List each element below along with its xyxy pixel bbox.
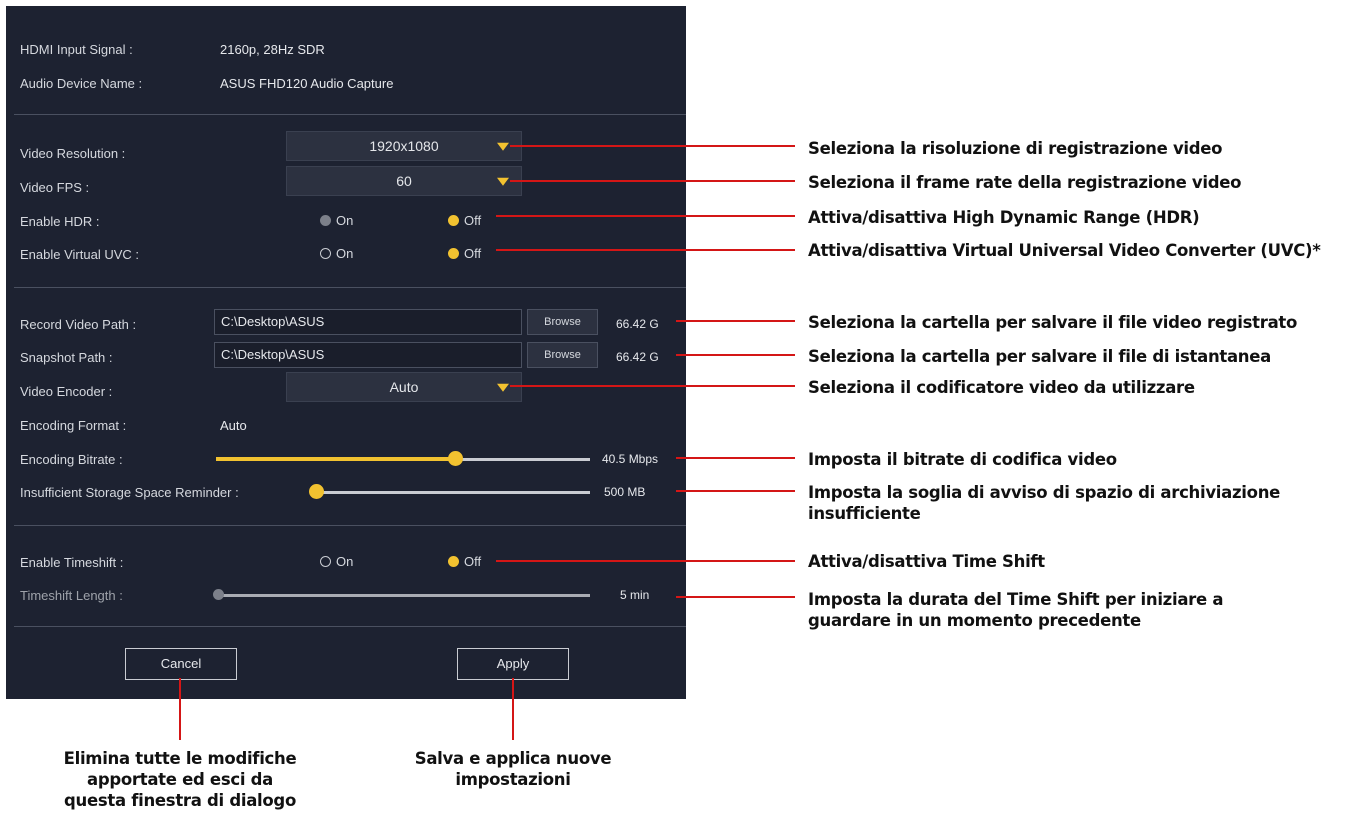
hdr-on-radio[interactable] [320, 213, 353, 228]
annotation-length [808, 589, 1223, 631]
video-encoder-dropdown[interactable] [286, 372, 522, 402]
radio-icon [320, 556, 331, 567]
audio-device-label: Audio Device Name : [20, 76, 143, 91]
callout-line [676, 320, 795, 322]
timeshift-off-label: Off [464, 554, 482, 569]
radio-icon [320, 248, 331, 259]
annotation-reminder-line1: Imposta la soglia di avviso di spazio di archiviazione [808, 483, 1281, 502]
hdr-off-radio[interactable] [448, 213, 481, 228]
uvc-on-label: On [336, 246, 354, 261]
callout-line [496, 560, 795, 562]
storage-reminder-label: Insufficient Storage Space Reminder : [20, 485, 239, 500]
annotation-cancel-line3: questa finestra di dialogo [64, 791, 296, 810]
video-fps-dropdown[interactable] [286, 166, 522, 196]
hdmi-input-label: HDMI Input Signal : [20, 42, 133, 57]
chevron-down-icon [497, 384, 509, 392]
callout-line [676, 490, 795, 492]
timeshift-length-slider-handle[interactable] [213, 589, 224, 600]
annotation-apply-line1: Salva e applica nuove [414, 749, 612, 768]
callout-line [512, 678, 514, 740]
uvc-on-radio[interactable] [320, 246, 353, 261]
bitrate-value: 40.5 Mbps [602, 452, 659, 466]
annotation-apply [388, 748, 638, 790]
snapshot-path-label: Snapshot Path : [20, 350, 113, 365]
encoding-format-value: Auto [220, 418, 247, 433]
radio-selected-icon [448, 215, 459, 226]
audio-device-value: ASUS FHD120 Audio Capture [220, 76, 394, 91]
hdr-on-label: On [336, 213, 354, 228]
annotation-snapshot-path: Seleziona la cartella per salvare il file di istantanea [808, 347, 1271, 366]
callout-line [179, 678, 181, 740]
chevron-down-icon [497, 143, 509, 151]
enable-uvc-label: Enable Virtual UVC : [20, 247, 139, 262]
video-fps-value: 60 [396, 173, 412, 189]
timeshift-on-label: On [336, 554, 354, 569]
annotation-uvc: Attiva/disattiva Virtual Universal Video Converter (UVC)* [808, 241, 1321, 260]
callout-line [676, 354, 795, 356]
bitrate-slider-fill [216, 457, 455, 461]
record-path-label: Record Video Path : [20, 317, 137, 332]
reminder-value: 500 MB [604, 485, 646, 499]
snapshot-browse-button[interactable]: Browse [527, 342, 598, 368]
radio-icon [320, 215, 331, 226]
annotation-apply-line2: impostazioni [455, 770, 571, 789]
cancel-button[interactable]: Cancel [125, 648, 237, 680]
callout-line [496, 249, 795, 251]
bitrate-slider-handle[interactable] [448, 451, 463, 466]
callout-line [496, 215, 795, 217]
encoding-format-label: Encoding Format : [20, 418, 127, 433]
annotation-reminder [808, 482, 1280, 524]
settings-panel [6, 6, 686, 699]
timeshift-on-radio[interactable] [320, 554, 353, 569]
radio-selected-icon [448, 556, 459, 567]
section-divider [14, 287, 686, 288]
video-fps-label: Video FPS : [20, 180, 90, 195]
annotation-length-line1: Imposta la durata del Time Shift per iniziare a [808, 590, 1224, 609]
uvc-off-radio[interactable] [448, 246, 481, 261]
snapshot-free-space: 66.42 G [616, 350, 659, 364]
annotation-reminder-line2: insufficiente [808, 504, 921, 523]
annotation-resolution: Seleziona la risoluzione di registrazione video [808, 139, 1223, 158]
annotation-bitrate: Imposta il bitrate di codifica video [808, 450, 1117, 469]
video-resolution-label: Video Resolution : [20, 146, 126, 161]
enable-hdr-label: Enable HDR : [20, 214, 100, 229]
timeshift-length-label: Timeshift Length : [20, 588, 123, 603]
callout-line [676, 457, 795, 459]
encoding-bitrate-label: Encoding Bitrate : [20, 452, 123, 467]
reminder-slider-track[interactable] [316, 491, 590, 494]
annotation-timeshift: Attiva/disattiva Time Shift [808, 552, 1045, 571]
annotation-fps: Seleziona il frame rate della registrazione video [808, 173, 1242, 192]
timeshift-length-slider-track[interactable] [218, 594, 590, 597]
callout-line [510, 385, 795, 387]
callout-line [676, 596, 795, 598]
record-free-space: 66.42 G [616, 317, 659, 331]
annotation-hdr: Attiva/disattiva High Dynamic Range (HDR) [808, 208, 1200, 227]
video-resolution-value: 1920x1080 [369, 138, 439, 154]
video-encoder-value: Auto [389, 379, 419, 395]
record-browse-button[interactable]: Browse [527, 309, 598, 335]
section-divider [14, 626, 686, 627]
hdmi-input-value: 2160p, 28Hz SDR [220, 42, 325, 57]
record-path-field[interactable]: C:\Desktop\ASUS [214, 309, 522, 335]
enable-timeshift-label: Enable Timeshift : [20, 555, 124, 570]
video-resolution-dropdown[interactable] [286, 131, 522, 161]
annotation-cancel-line2: apportate ed esci da [87, 770, 273, 789]
annotation-record-path: Seleziona la cartella per salvare il file video registrato [808, 313, 1298, 332]
chevron-down-icon [497, 178, 509, 186]
hdr-off-label: Off [464, 213, 482, 228]
section-divider [14, 525, 686, 526]
annotation-cancel-line1: Elimina tutte le modifiche [63, 749, 297, 768]
annotation-cancel [40, 748, 320, 811]
apply-button[interactable]: Apply [457, 648, 569, 680]
timeshift-length-value: 5 min [620, 588, 650, 602]
callout-line [510, 180, 795, 182]
timeshift-off-radio[interactable] [448, 554, 481, 569]
section-divider [14, 114, 686, 115]
annotation-length-line2: guardare in un momento precedente [808, 611, 1141, 630]
callout-line [510, 145, 795, 147]
radio-selected-icon [448, 248, 459, 259]
annotation-encoder: Seleziona il codificatore video da utilizzare [808, 378, 1195, 397]
video-encoder-label: Video Encoder : [20, 384, 113, 399]
snapshot-path-field[interactable]: C:\Desktop\ASUS [214, 342, 522, 368]
reminder-slider-handle[interactable] [309, 484, 324, 499]
uvc-off-label: Off [464, 246, 482, 261]
